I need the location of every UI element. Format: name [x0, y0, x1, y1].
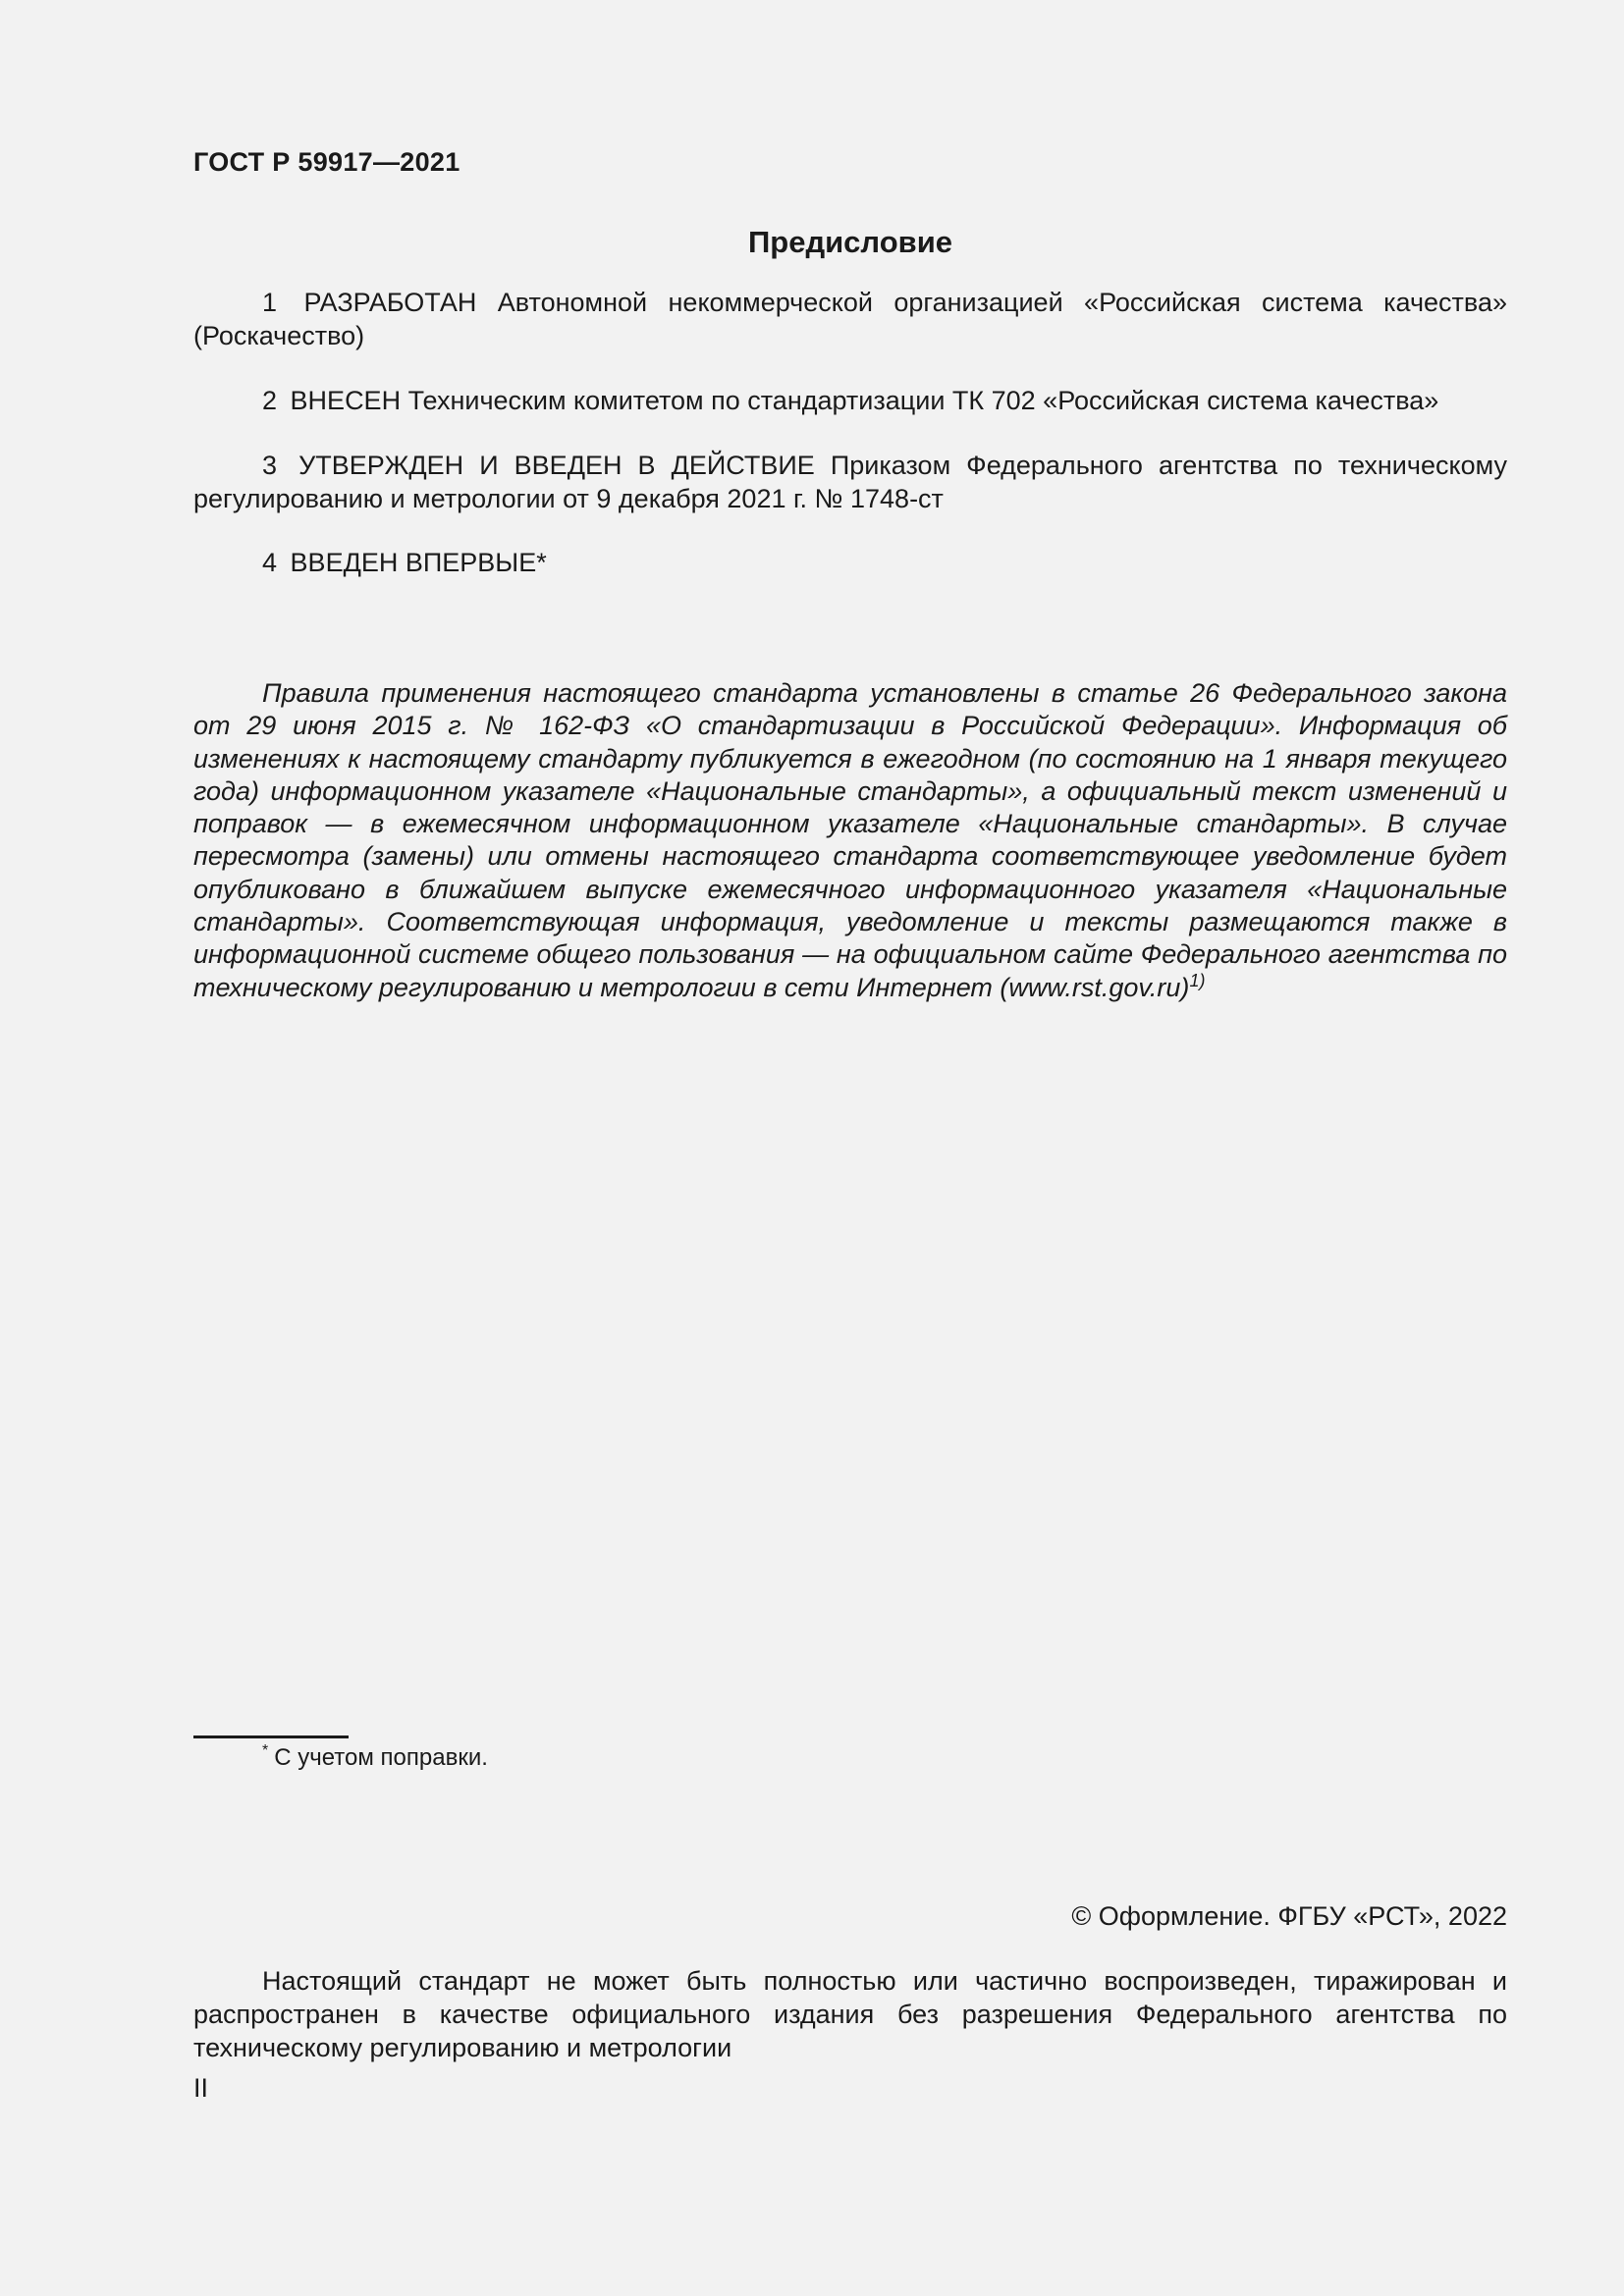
- item-text: ВВЕДЕН ВПЕРВЫЕ*: [290, 548, 547, 577]
- application-rules-paragraph: [193, 677, 1507, 1004]
- foreword-title: Предисловие: [747, 225, 952, 259]
- footnote-mark: *: [262, 1742, 269, 1759]
- footnote-divider: [193, 1735, 349, 1738]
- rules-text: Правила применения настоящего стандарта установлены в статье 26 Федерального закона от 29 июня 2015 г. № 162-ФЗ «О стандартизации в Российской Федерации». Информация об изменениях к настоящему стандарту публикуется в ежегодном (по состоянию на 1 января текущего года) информационном указателе «Национальные стандарты», а официальный текст изменений и поправок — в ежемесячном информационном указателе «Национальные стандарты». В случае пересмотра (замены) или отмены настоящего стандарта соответствующее уведомление будет опубликовано в ближайшем выпуске ежемесячного информационного указателя «Национальные стандарты». Соответствующая информация, уведомление и тексты размещаются также в информационной системе общего пользования — на официальном сайте Федерального агентства по техническому регулированию и метрологии в сети Интернет (www.rst.gov.ru): [193, 678, 1507, 1002]
- item-text: УТВЕРЖДЕН И ВВЕДЕН В ДЕЙСТВИЕ Приказом Федерального агентства по техническому регулированию и метрологии от 9 декабря 2021 г. № 1748-ст: [193, 451, 1507, 513]
- footnote-reference: 1): [1189, 970, 1206, 990]
- page-number: II: [193, 2073, 209, 2103]
- item-text: РАЗРАБОТАН Автономной некоммерческой организацией «Российская система качества» (Роскачество): [193, 288, 1507, 350]
- copyright-line: © Оформление. ФГБУ «РСТ», 2022: [1071, 1901, 1507, 1931]
- foreword-item-2: [193, 384, 1507, 417]
- footnote-text: С учетом поправки.: [274, 1744, 488, 1771]
- foreword-item-1: [193, 286, 1507, 352]
- document-code: ГОСТ Р 59917—2021: [193, 147, 460, 177]
- item-number: 3: [262, 451, 278, 480]
- item-text: ВНЕСЕН Техническим комитетом по стандартизации ТК 702 «Российская система качества»: [290, 386, 1439, 415]
- item-number: 4: [262, 548, 278, 577]
- item-number: 2: [262, 386, 278, 415]
- reproduction-notice: Настоящий стандарт не может быть полностью или частично воспроизведен, тиражирован и распространен в качестве официального издания без разрешения Федерального агентства по техническому регулированию и метрологии: [193, 1966, 1507, 2062]
- footnote: [262, 1742, 488, 1772]
- foreword-item-4: [193, 546, 1507, 579]
- item-number: 1: [262, 288, 278, 317]
- foreword-item-3: [193, 449, 1507, 515]
